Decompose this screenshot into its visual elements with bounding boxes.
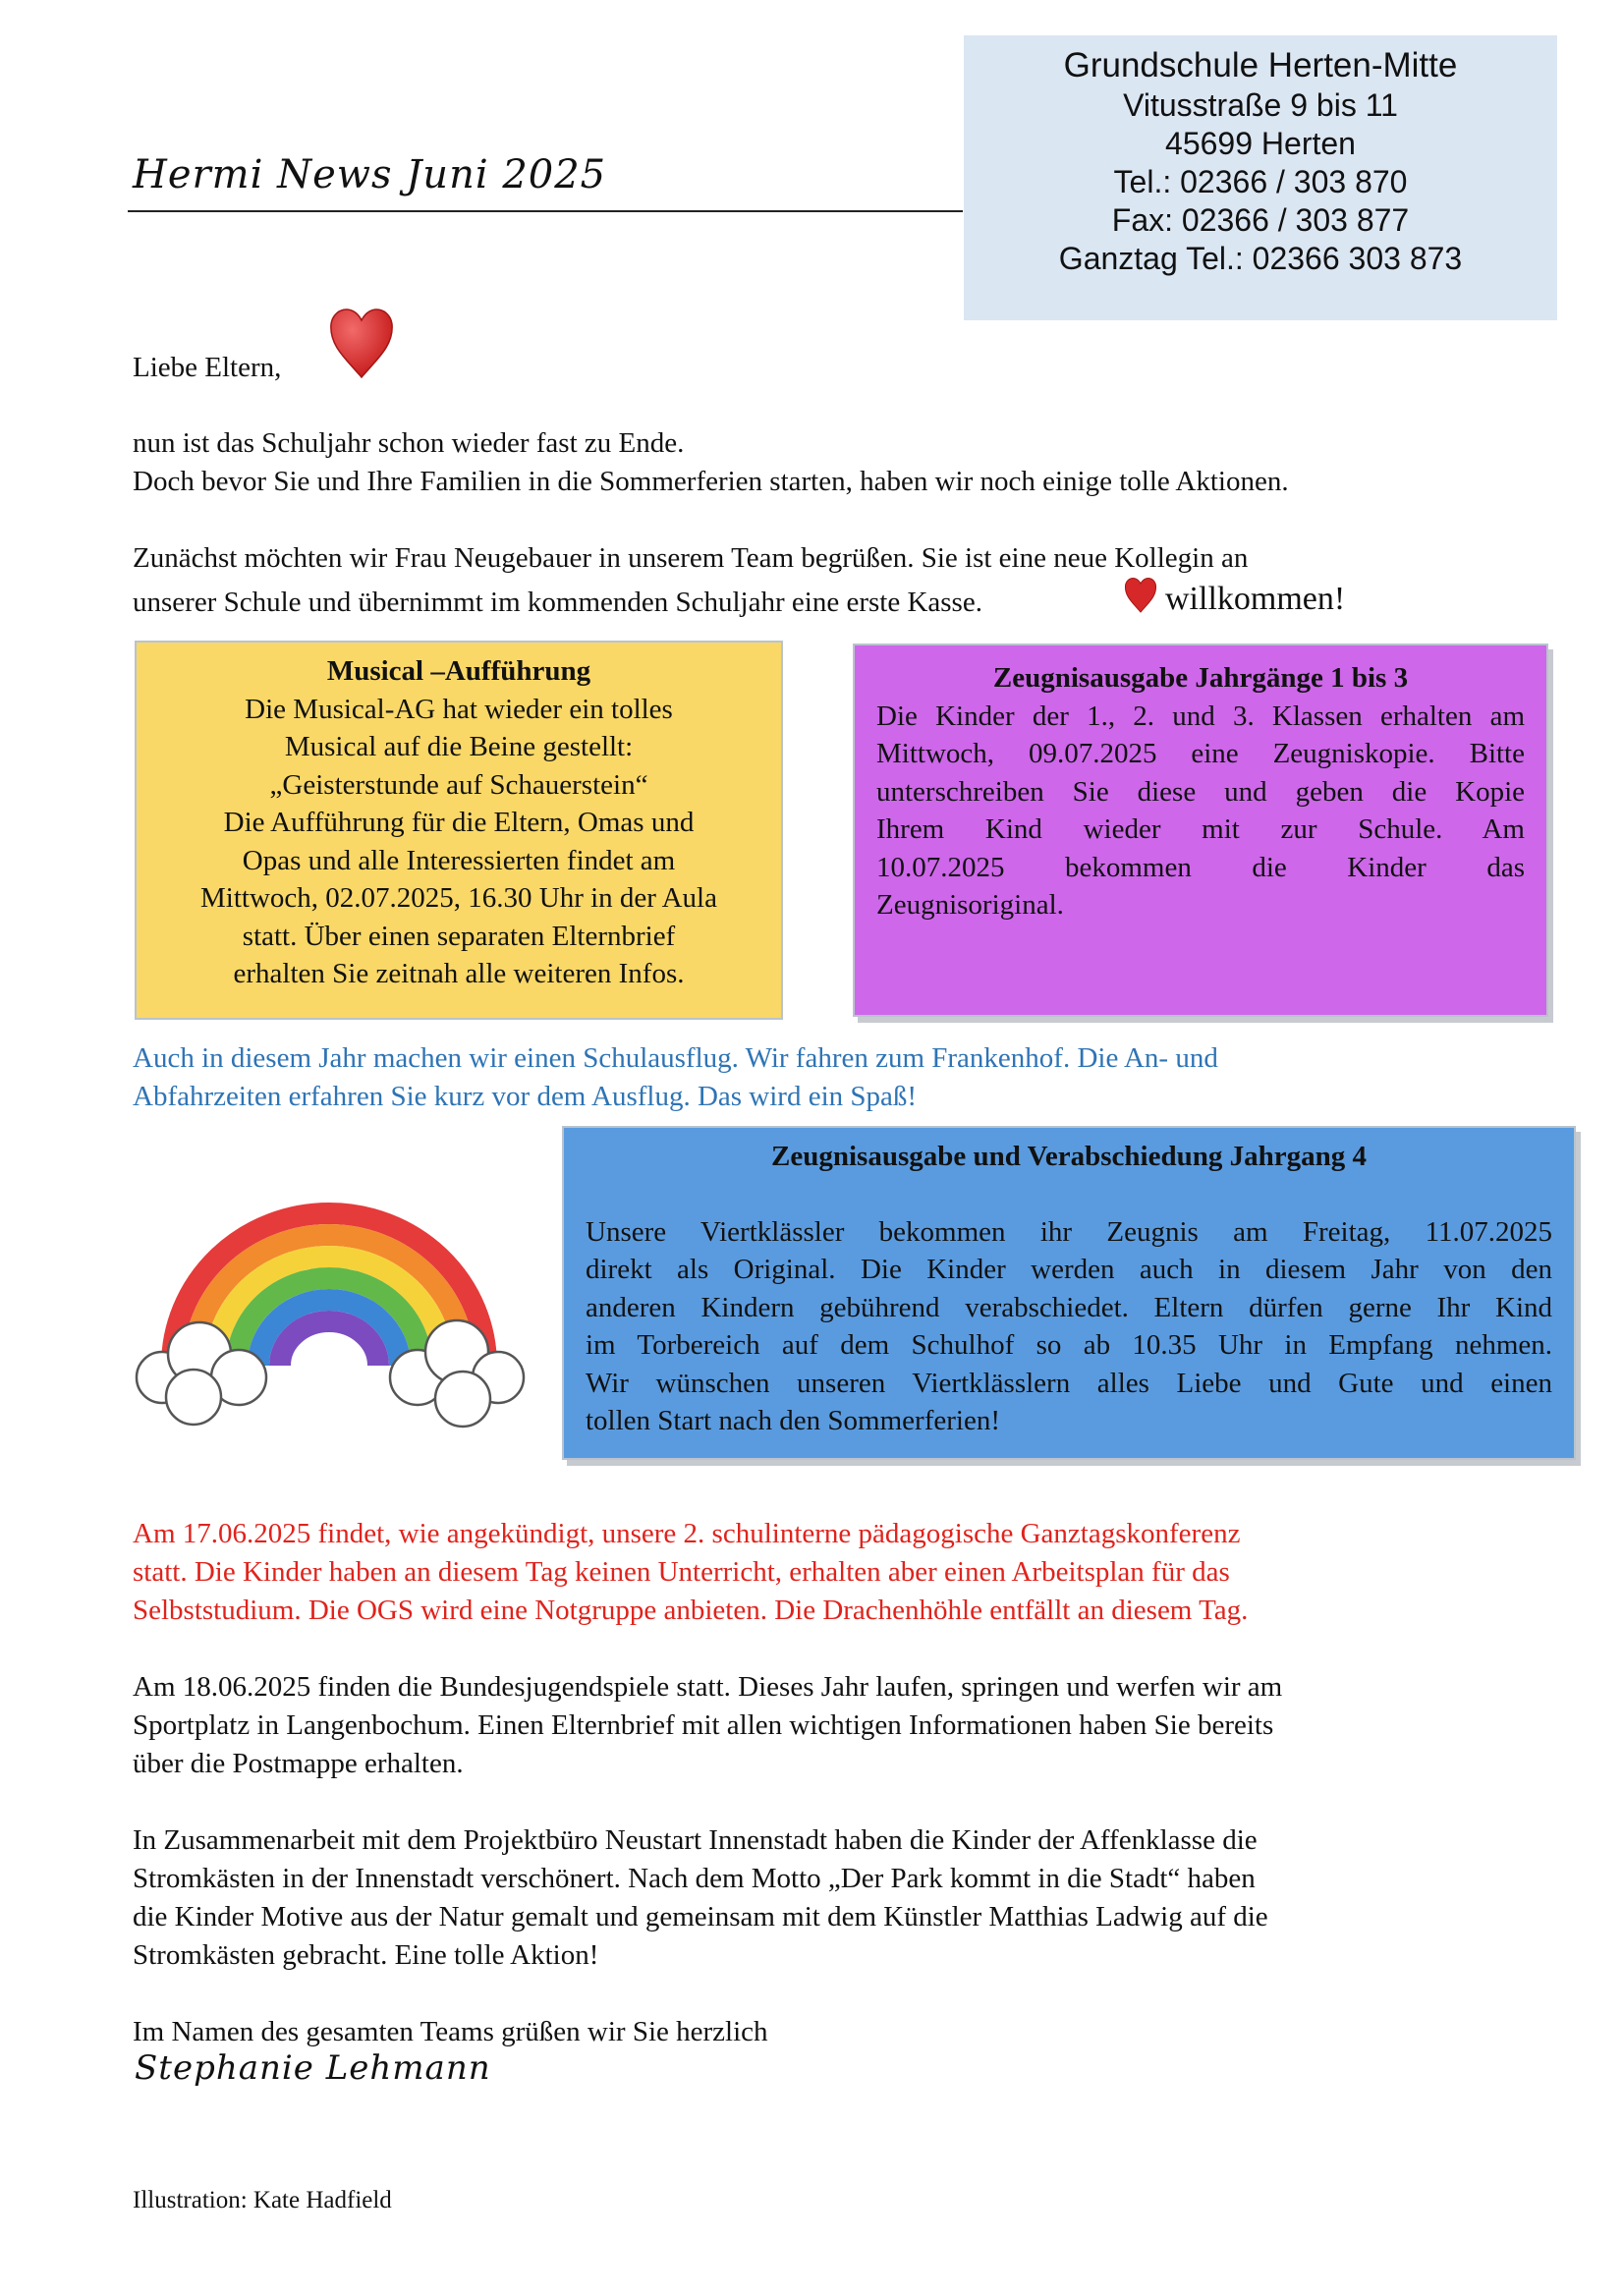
zeugnis-4-heading: Zeugnisausgabe und Verabschiedung Jahrgang 4: [771, 1141, 1367, 1172]
zeugnis-1-3-box: [853, 644, 1548, 1017]
heart-icon: [327, 301, 396, 379]
greeting: Liebe Eltern,: [133, 352, 282, 383]
bjs-line-1: Am 18.06.2025 finden die Bundesjugendspiele statt. Dieses Jahr laufen, springen und werfen wir am: [133, 1671, 1283, 1703]
ausflug-line-2: Abfahrzeiten erfahren Sie kurz vor dem Ausflug. Das wird ein Spaß!: [133, 1081, 918, 1112]
musical-line: Musical auf die Beine gestellt:: [284, 731, 634, 762]
ausflug-line-1: Auch in diesem Jahr machen wir einen Schulausflug. Wir fahren zum Frankenhof. Die An- und: [133, 1042, 1218, 1074]
zeugnis-1-3-line: Die Kinder der 1., 2. und 3. Klassen erhalten am: [876, 700, 1525, 732]
small-heart-icon: [1123, 574, 1158, 613]
musical-line: Die Aufführung für die Eltern, Omas und: [223, 807, 695, 838]
zeugnis-4-line: Unsere Viertklässler bekommen ihr Zeugnis am Freitag, 11.07.2025: [586, 1215, 1552, 1248]
zeugnis-1-3-line: Zeugnisoriginal.: [876, 889, 1064, 921]
school-city: 45699 Herten: [1165, 126, 1356, 161]
zeugnis-4-box: [562, 1126, 1576, 1460]
bjs-line-2: Sportplatz in Langenbochum. Einen Elternbrief mit allen wichtigen Informationen haben Sie bereits: [133, 1709, 1274, 1741]
school-ganztag-tel: Ganztag Tel.: 02366 303 873: [1058, 241, 1463, 276]
closing: Im Namen des gesamten Teams grüßen wir Sie herzlich: [133, 2016, 768, 2047]
zeugnis-1-3-line: unterschreiben Sie diese und geben die Kopie: [876, 775, 1525, 808]
musical-line: „Geisterstunde auf Schauerstein“: [269, 768, 648, 801]
stromkasten-line-1: In Zusammenarbeit mit dem Projektbüro Neustart Innenstadt haben die Kinder der Affenklasse die: [133, 1824, 1258, 1856]
stromkasten-line-4: Stromkästen gebracht. Eine tolle Aktion!: [133, 1939, 599, 1971]
musical-line: Mittwoch, 02.07.2025, 16.30 Uhr in der Aula: [200, 882, 717, 914]
musical-line: erhalten Sie zeitnah alle weiteren Infos.: [233, 958, 685, 989]
musical-line: Die Musical-AG hat wieder ein tolles: [245, 693, 673, 725]
welcome-word: willkommen!: [1165, 581, 1346, 617]
welcome-line-2: unserer Schule und übernimmt im kommenden Schuljahr eine erste Kasse.: [133, 587, 982, 618]
school-address-box: [964, 35, 1557, 320]
konferenz-line-1: Am 17.06.2025 findet, wie angekündigt, unsere 2. schulinterne pädagogische Ganztagskonferenz: [133, 1518, 1241, 1549]
rainbow-illustration: [133, 1120, 526, 1434]
stromkasten-line-2: Stromkästen in der Innenstadt verschönert. Nach dem Motto „Der Park kommt in die Stadt“ haben: [133, 1863, 1256, 1894]
school-fax: Fax: 02366 / 303 877: [1111, 202, 1410, 238]
konferenz-line-3: Selbststudium. Die OGS wird eine Notgruppe anbieten. Die Drachenhöhle entfällt an diesem Tag.: [133, 1595, 1249, 1626]
zeugnis-4-line: direkt als Original. Die Kinder werden auch in diesem Jahr von den: [586, 1254, 1552, 1285]
stromkasten-line-3: die Kinder Motive aus der Natur gemalt und gemeinsam mit dem Künstler Matthias Ladwig auf die: [133, 1901, 1268, 1932]
zeugnis-4-line: im Torbereich auf dem Schulhof so ab 10.35 Uhr in Empfang nehmen.: [586, 1329, 1552, 1361]
musical-line: statt. Über einen separaten Elternbrief: [242, 920, 676, 952]
title-underline: [128, 210, 963, 212]
school-street: Vitusstraße 9 bis 11: [1123, 87, 1398, 123]
zeugnis-1-3-line: 10.07.2025 bekommen die Kinder das: [876, 851, 1525, 883]
illustration-credit: Illustration: Kate Hadfield: [133, 2187, 392, 2213]
zeugnis-1-3-line: Mittwoch, 09.07.2025 eine Zeugniskopie. Bitte: [876, 738, 1525, 769]
musical-box: [135, 641, 783, 1020]
school-tel: Tel.: 02366 / 303 870: [1113, 164, 1408, 199]
bjs-line-3: über die Postmappe erhalten.: [133, 1748, 464, 1779]
zeugnis-1-3-heading: Zeugnisausgabe Jahrgänge 1 bis 3: [992, 662, 1409, 694]
konferenz-line-2: statt. Die Kinder haben an diesem Tag keinen Unterricht, erhalten aber einen Arbeitsplan für das: [133, 1556, 1230, 1588]
zeugnis-4-line: Wir wünschen unseren Viertklässlern alles Liebe und Gute und einen: [586, 1367, 1552, 1399]
school-name: Grundschule Herten-Mitte: [1063, 46, 1458, 84]
newsletter-title: Hermi News Juni 2025: [133, 152, 607, 197]
intro-line-1: nun ist das Schuljahr schon wieder fast zu Ende.: [133, 427, 685, 459]
zeugnis-1-3-line: Ihrem Kind wieder mit zur Schule. Am: [876, 813, 1525, 845]
intro-line-2: Doch bevor Sie und Ihre Familien in die Sommerferien starten, haben wir noch einige tolle Aktionen.: [133, 466, 1289, 497]
zeugnis-4-line: tollen Start nach den Sommerferien!: [586, 1405, 1000, 1436]
zeugnis-4-line: anderen Kindern gebührend verabschiedet. Eltern dürfen gerne Ihr Kind: [586, 1291, 1552, 1323]
welcome-line-1: Zunächst möchten wir Frau Neugebauer in unserem Team begrüßen. Sie ist eine neue Kollegin an: [133, 542, 1249, 574]
signature: Stephanie Lehmann: [135, 2048, 491, 2088]
musical-line: Opas und alle Interessierten findet am: [242, 844, 676, 876]
musical-heading: Musical –Aufführung: [326, 655, 591, 687]
